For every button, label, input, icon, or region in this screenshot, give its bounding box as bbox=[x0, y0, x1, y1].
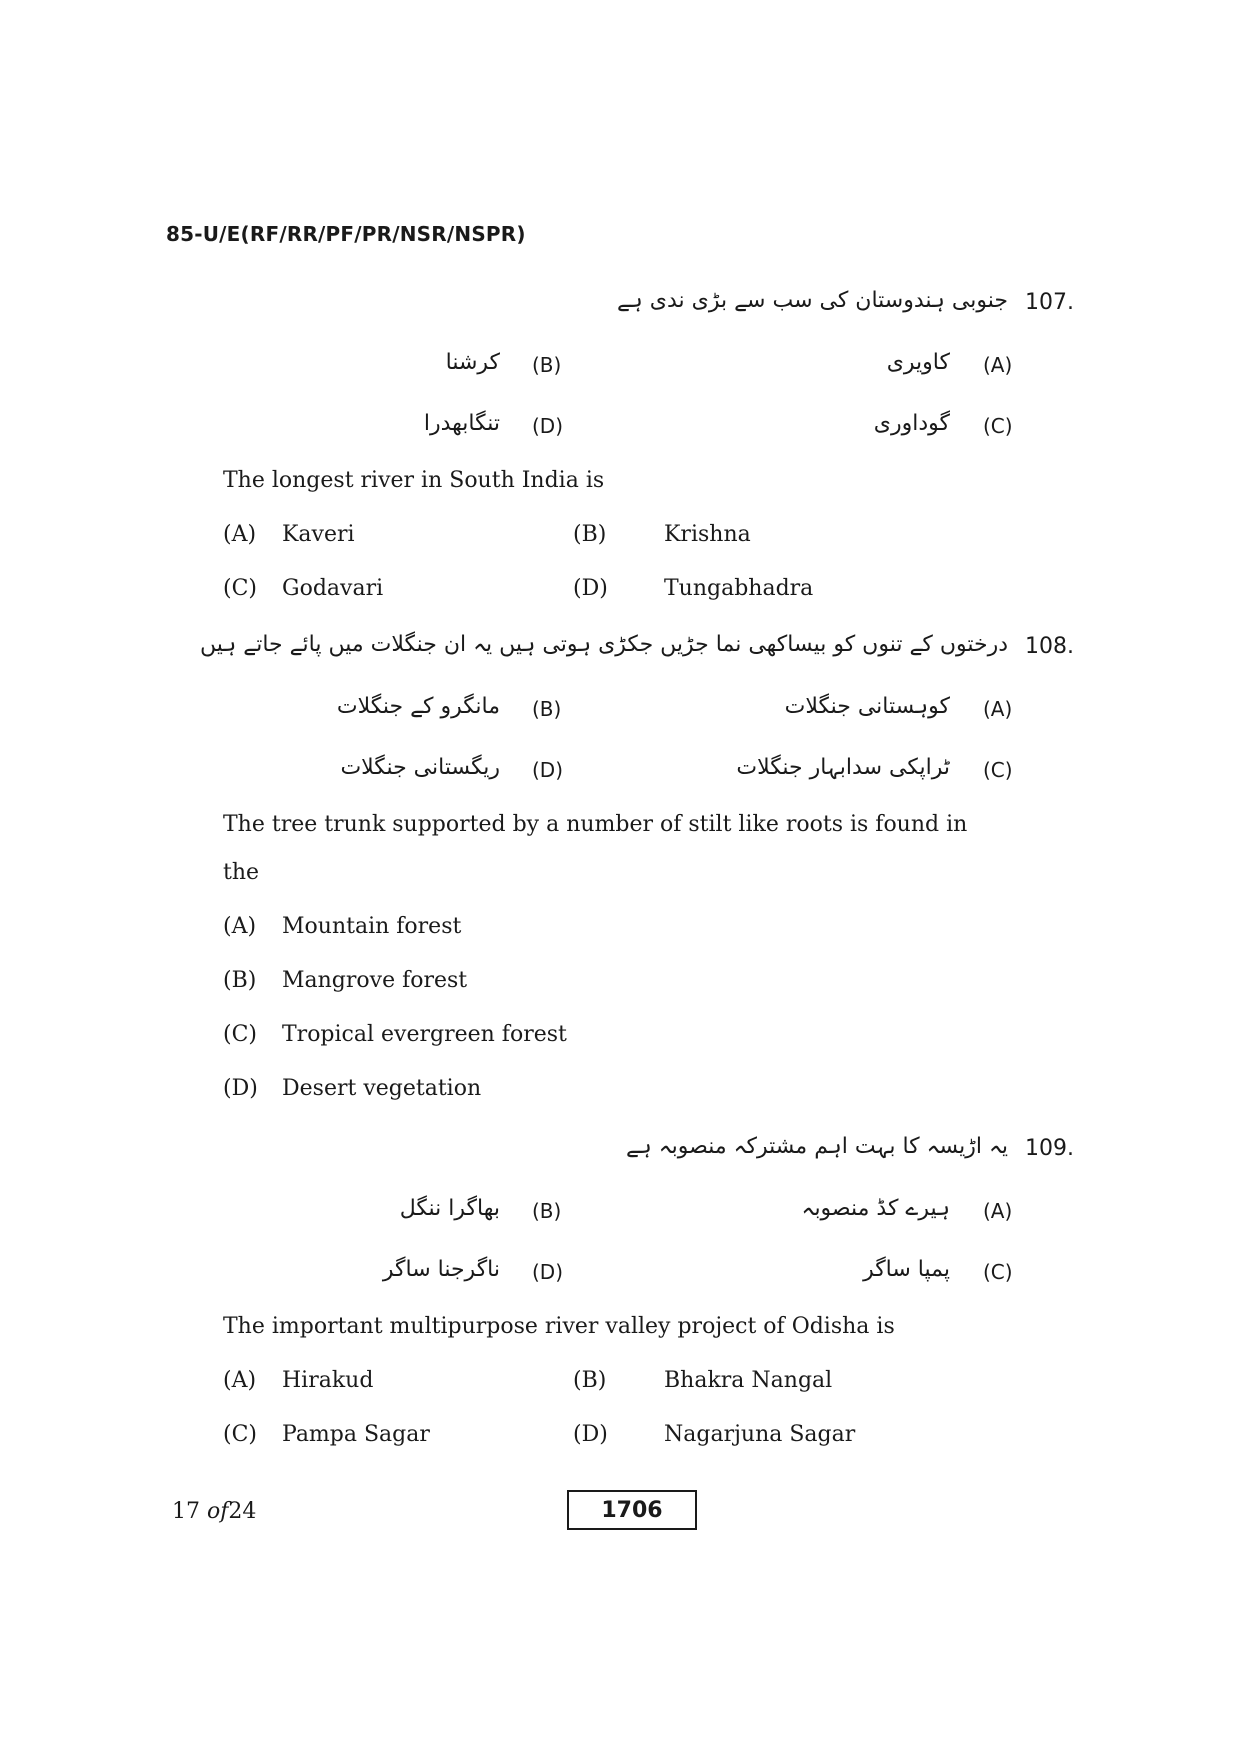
q109-urdu-option-a-letter: (A) bbox=[983, 1199, 1013, 1223]
question-108-number: 108. bbox=[1025, 634, 1074, 659]
q109-option-b-letter: (B) bbox=[573, 1368, 607, 1393]
q109-option-d-letter: (D) bbox=[573, 1422, 608, 1447]
page-current: 17 bbox=[172, 1499, 200, 1524]
q108-option-c-letter: (C) bbox=[223, 1022, 257, 1047]
q107-urdu-option-b-text: کرشنا bbox=[445, 350, 500, 375]
q108-urdu-option-a-text: کوہستانی جنگلات bbox=[784, 694, 950, 719]
page-of: of bbox=[207, 1499, 229, 1524]
q107-option-a-letter: (A) bbox=[223, 522, 257, 547]
q107-urdu-option-c-text: گوداوری bbox=[873, 411, 950, 436]
question-107-english-text: The longest river in South India is bbox=[223, 468, 605, 493]
q107-option-d-letter: (D) bbox=[573, 576, 608, 601]
q108-option-b-text: Mangrove forest bbox=[282, 968, 468, 993]
q109-urdu-option-c-text: پمپا ساگر bbox=[863, 1257, 950, 1282]
q107-option-b-text: Krishna bbox=[664, 522, 751, 547]
q108-urdu-option-b-letter: (B) bbox=[532, 697, 562, 721]
q109-option-a-text: Hirakud bbox=[282, 1368, 374, 1393]
q108-urdu-option-b-text: مانگرو کے جنگلات bbox=[336, 694, 500, 719]
page-total: 24 bbox=[228, 1499, 257, 1524]
q107-option-c-text: Godavari bbox=[282, 576, 384, 601]
question-109-number: 109. bbox=[1025, 1136, 1074, 1161]
q107-urdu-option-d-letter: (D) bbox=[532, 414, 564, 438]
q109-urdu-option-b-letter: (B) bbox=[532, 1199, 562, 1223]
q108-urdu-option-d-text: ریگستانی جنگلات bbox=[340, 755, 500, 780]
question-108-english-text: The tree trunk supported by a number of stilt like roots is found in bbox=[223, 812, 968, 837]
question-107-urdu-text: جنوبی ہندوستان کی سب سے بڑی ندی ہے bbox=[617, 288, 1008, 313]
q108-urdu-option-a-letter: (A) bbox=[983, 697, 1013, 721]
q107-urdu-option-a-letter: (A) bbox=[983, 353, 1013, 377]
q109-urdu-option-b-text: بھاگرا ننگل bbox=[399, 1196, 500, 1221]
q107-urdu-option-a-text: کاویری bbox=[886, 350, 950, 375]
q108-option-a-letter: (A) bbox=[223, 914, 257, 939]
q109-option-c-text: Pampa Sagar bbox=[282, 1422, 430, 1447]
q107-urdu-option-b-letter: (B) bbox=[532, 353, 562, 377]
q109-urdu-option-d-text: ناگرجنا ساگر bbox=[382, 1257, 500, 1282]
q108-urdu-option-c-text: ٹراپکی سدابہار جنگلات bbox=[736, 755, 950, 780]
question-108-urdu-text: درختوں کے تنوں کو بیساکھی نما جڑیں جکڑی ہوتی ہیں یہ ان جنگلات میں پائے جاتے ہیں bbox=[200, 632, 1008, 657]
q107-urdu-option-c-letter: (C) bbox=[983, 414, 1013, 438]
q108-option-b-letter: (B) bbox=[223, 968, 257, 993]
q108-option-a-text: Mountain forest bbox=[282, 914, 462, 939]
q109-option-c-letter: (C) bbox=[223, 1422, 257, 1447]
q109-option-d-text: Nagarjuna Sagar bbox=[664, 1422, 856, 1447]
q109-urdu-option-c-letter: (C) bbox=[983, 1260, 1013, 1284]
question-107-number: 107. bbox=[1025, 290, 1074, 315]
q108-option-c-text: Tropical evergreen forest bbox=[282, 1022, 567, 1047]
q107-option-a-text: Kaveri bbox=[282, 522, 355, 547]
question-109-urdu-text: یہ اڑیسہ کا بہت اہم مشترکہ منصوبہ ہے bbox=[626, 1134, 1008, 1159]
q108-urdu-option-c-letter: (C) bbox=[983, 758, 1013, 782]
q109-option-b-text: Bhakra Nangal bbox=[664, 1368, 833, 1393]
q108-urdu-option-d-letter: (D) bbox=[532, 758, 564, 782]
q109-urdu-option-d-letter: (D) bbox=[532, 1260, 564, 1284]
page-number bbox=[172, 1499, 256, 1524]
q107-option-c-letter: (C) bbox=[223, 576, 257, 601]
question-109-english-text: The important multipurpose river valley project of Odisha is bbox=[223, 1314, 895, 1339]
q107-urdu-option-d-text: تنگابھدرا bbox=[423, 411, 500, 436]
booklet-series-code: 1706 bbox=[567, 1490, 697, 1530]
q107-option-d-text: Tungabhadra bbox=[664, 576, 814, 601]
booklet-code-header: 85-U/E(RF/RR/PF/PR/NSR/NSPR) bbox=[166, 222, 526, 246]
q108-option-d-letter: (D) bbox=[223, 1076, 258, 1101]
q109-urdu-option-a-text: ہیرے کڈ منصوبہ bbox=[801, 1196, 950, 1221]
q108-option-d-text: Desert vegetation bbox=[282, 1076, 482, 1101]
q109-option-a-letter: (A) bbox=[223, 1368, 257, 1393]
q107-option-b-letter: (B) bbox=[573, 522, 607, 547]
question-108-english-text-cont: the bbox=[223, 860, 260, 885]
